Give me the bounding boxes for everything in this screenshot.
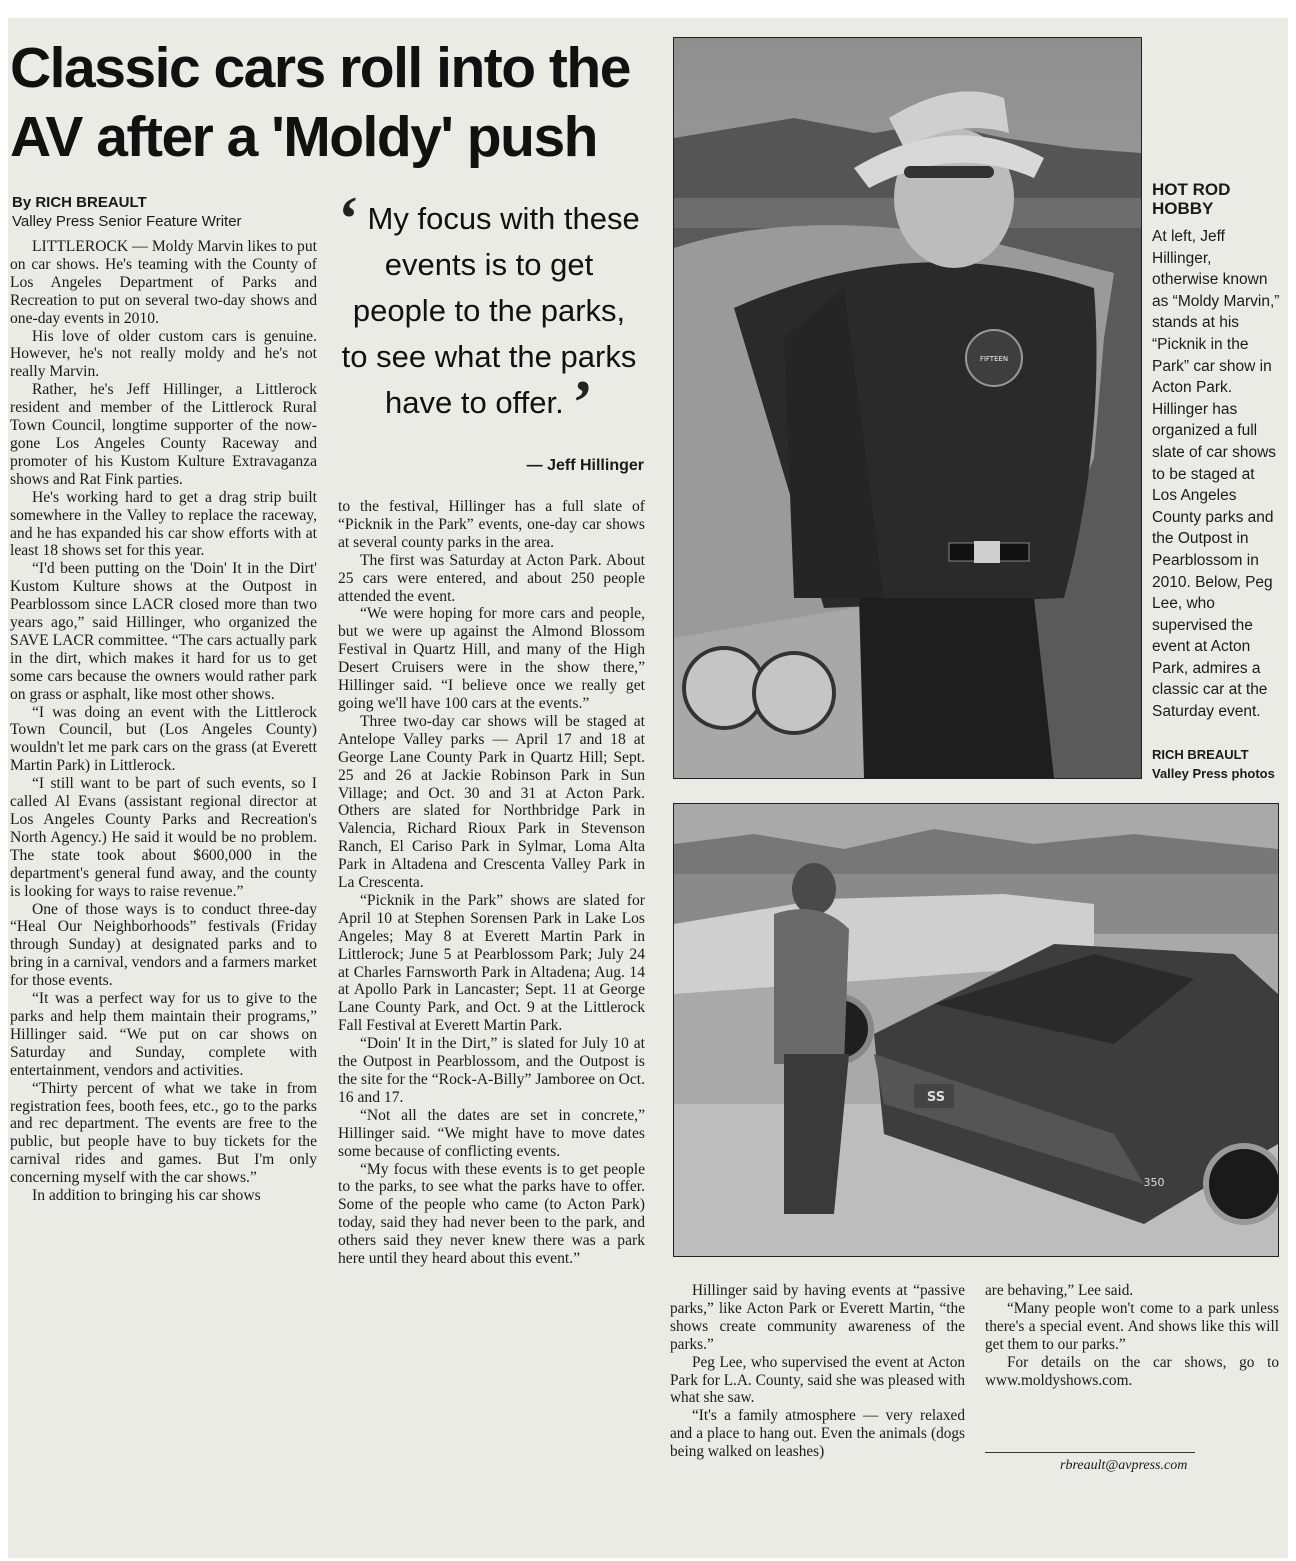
paragraph: Three two-day car shows will be staged at Antelope Valley parks — April 17 and 18 at George Lane County Park in Quartz Hill; Sept. 25 and 26 at Jackie Robinson Park in Sun Village; and Oct. 30 and 31 at Acton Park. Others are slated for Northbridge Park in Valencia, Richard Rioux Park in Stevenson Ranch, El Cariso Park in Sylmar, Loma Alta Park in Altadena and Crescenta Valley Park in La Crescenta. (338, 712, 645, 892)
paragraph: “My focus with these events is to get people to the parks, to see what the parks have to offer. Some of the people who came (to Acton Park) today, said they had never been to the park, and others said they never knew there was a park here until they heard about this event.” (338, 1160, 645, 1268)
pull-quote-text: My focus with these events is to get people to the parks, to see what the parks have to offer. (341, 201, 640, 420)
byline: By RICH BREAULT (12, 194, 147, 211)
photo-peg-lee-car-image (674, 804, 1278, 1256)
headline-line-2: AV after a 'Moldy' push (10, 105, 597, 169)
pull-quote-attribution: — Jeff Hillinger (526, 457, 644, 474)
article-column-2 (338, 498, 645, 1268)
photo-jeff-hillinger (673, 37, 1142, 779)
paragraph: He's working hard to get a drag strip built somewhere in the Valley to replace the raceway, and he has expanded his car show efforts with at least 18 shows set for this year. (10, 488, 317, 560)
article-column-1 (10, 238, 317, 1205)
headline (10, 34, 650, 172)
photo-credit-name: RICH BREAULT (1152, 747, 1249, 762)
author-email: rbreault@avpress.com (1060, 1458, 1188, 1473)
paragraph: “It was a perfect way for us to give to the parks and help them maintain their programs,” Hillinger said. “We put on car shows on Saturday and Sunday, complete with entertainment, vendors and activities. (10, 990, 317, 1079)
article-column-4 (985, 1282, 1279, 1389)
paragraph: “Many people won't come to a park unless there's a special event. And shows like this will get them to our parks.” (985, 1299, 1279, 1353)
paragraph: Hillinger said by having events at “passive parks,” like Acton Park or Everett Martin, “the shows create community awareness of the parks.” (670, 1282, 965, 1353)
shirt-badge-text: FIFTEEN (979, 355, 1009, 363)
photo-credit-org: Valley Press photos (1152, 766, 1275, 781)
photo-credit (1152, 745, 1282, 783)
paragraph: “We were hoping for more cars and people, but we were up against the Almond Blossom Festival in Quartz Hill, and many of the High Desert Cruisers were in the show there,” Hillinger said. “I believe once we really get going we'll have 100 cars at the events.” (338, 605, 645, 712)
paragraph: “Not all the dates are set in concrete,” Hillinger said. “We might have to move dates some because of conflicting events. (338, 1106, 645, 1160)
photo-peg-lee-car (673, 803, 1279, 1257)
paragraph: The first was Saturday at Acton Park. About 25 cars were entered, and about 250 people attended the event. (338, 551, 645, 605)
paragraph: For details on the car shows, go to www.moldyshows.com. (985, 1353, 1279, 1389)
paragraph: In addition to bringing his car shows (32, 1187, 261, 1205)
paragraph: “Picknik in the Park” shows are slated for April 10 at Stephen Sorensen Park in Lake Los Angeles; May 8 at Everett Martin Park in Littlerock; June 5 at Pearblossom Park; July 24 at Charles Farnsworth Park in Altadena; Aug. 14 at Apollo Park in Lancaster; Sept. 11 at George Lane County Park, and Oct. 9 at the Littlerock Fall Festival at Everett Martin Park. (338, 891, 645, 1035)
paragraph: LITTLEROCK — Moldy Marvin likes to put on car shows. He's teaming with the County of Los Angeles Department of Parks and Recreation to put on several two-day shows and one-day events in 2010. (10, 238, 317, 327)
paragraph: “Thirty percent of what we take in from registration fees, booth fees, etc., go to the parks and rec department. The events are free to the public, but people have to buy tickets for the carnival rides and games. But I'm only concerning myself with the car shows.” (10, 1079, 317, 1187)
paragraph: “I still want to be part of such events, so I called Al Evans (assistant regional director at Los Angeles County Parks and Recreation's North Agency.) He said it would be no problem. The state took about $600,000 in the department's general fund away, and the county is looking for ways to raise revenue.” (10, 775, 317, 900)
paragraph: are behaving,” Lee said. (985, 1282, 1134, 1299)
caption-heading-line-2: HOBBY (1152, 199, 1214, 218)
close-quote-mark: ’ (572, 369, 593, 437)
paragraph: “I'd been putting on the 'Doin' It in the Dirt' Kustom Kulture shows at the Outpost in Pearblossom since LACR closed more than two years ago,” said Hillinger, who organized the SAVE LACR committee. “The cars actually park in the dirt, which makes it hard for us to get some cars because the owners would rather park on grass or asphalt, like most other shows. (10, 560, 317, 703)
car-engine-badge: 350 (1143, 1176, 1165, 1189)
paragraph: “Doin' It in the Dirt,” is slated for July 10 at the Outpost in Pearblossom, and the Outpost is the site for the “Rock-A-Billy” Jamboree on Oct. 16 and 17. (338, 1035, 645, 1106)
open-quote-mark: ‘ (338, 185, 359, 253)
byline-title: Valley Press Senior Feature Writer (12, 213, 242, 230)
paragraph: “It's a family atmosphere — very relaxed and a place to hang out. Even the animals (dogs being walked on leashes) (670, 1407, 965, 1461)
article-column-3 (670, 1282, 965, 1461)
caption-body: At left, Jeff Hillinger, otherwise known as “Moldy Marvin,” stands at his “Picknik in the Park” car show in Acton Park. Hillinger has organized a full slate of car shows to be staged at Los Angeles County parks and the Outpost in Pearblossom in 2010. Below, Peg Lee, who supervised the event at Acton Park, admires a classic car at the Saturday event. (1152, 228, 1280, 721)
pull-quote (338, 185, 640, 437)
caption-heading (1152, 180, 1282, 218)
paragraph: One of those ways is to conduct three-day “Heal Our Neighborhoods” festivals (Friday through Sunday) at designated parks and to bring in a carnival, vendors and a farmers market for those events. (10, 900, 317, 990)
paragraph: His love of older custom cars is genuine. However, he's not really moldy and he's not really Marvin. (10, 327, 317, 381)
photo-jeff-hillinger-image (674, 38, 1141, 778)
headline-line-1: Classic cars roll into the (10, 36, 630, 100)
paragraph: to the festival, Hillinger has a full slate of “Picknik in the Park” events, one-day car shows at several county parks in the area. (338, 498, 645, 551)
car-badge-ss: SS (926, 1090, 946, 1105)
caption-heading-line-1: HOT ROD (1152, 180, 1231, 199)
end-rule (985, 1452, 1195, 1453)
paragraph: “I was doing an event with the Littlerock Town Council, but (Los Angeles County) wouldn't let me park cars on the grass (at Everett Martin Park) in Littlerock. (10, 703, 317, 775)
paragraph: Peg Lee, who supervised the event at Acton Park for L.A. County, said she was pleased with what she saw. (670, 1353, 965, 1407)
paragraph: Rather, he's Jeff Hillinger, a Littlerock resident and member of the Littlerock Rural Town Council, longtime supporter of the now-gone Los Angeles County Raceway and promoter of his Kustom Kulture Extravaganza shows and Rat Fink parties. (10, 381, 317, 488)
